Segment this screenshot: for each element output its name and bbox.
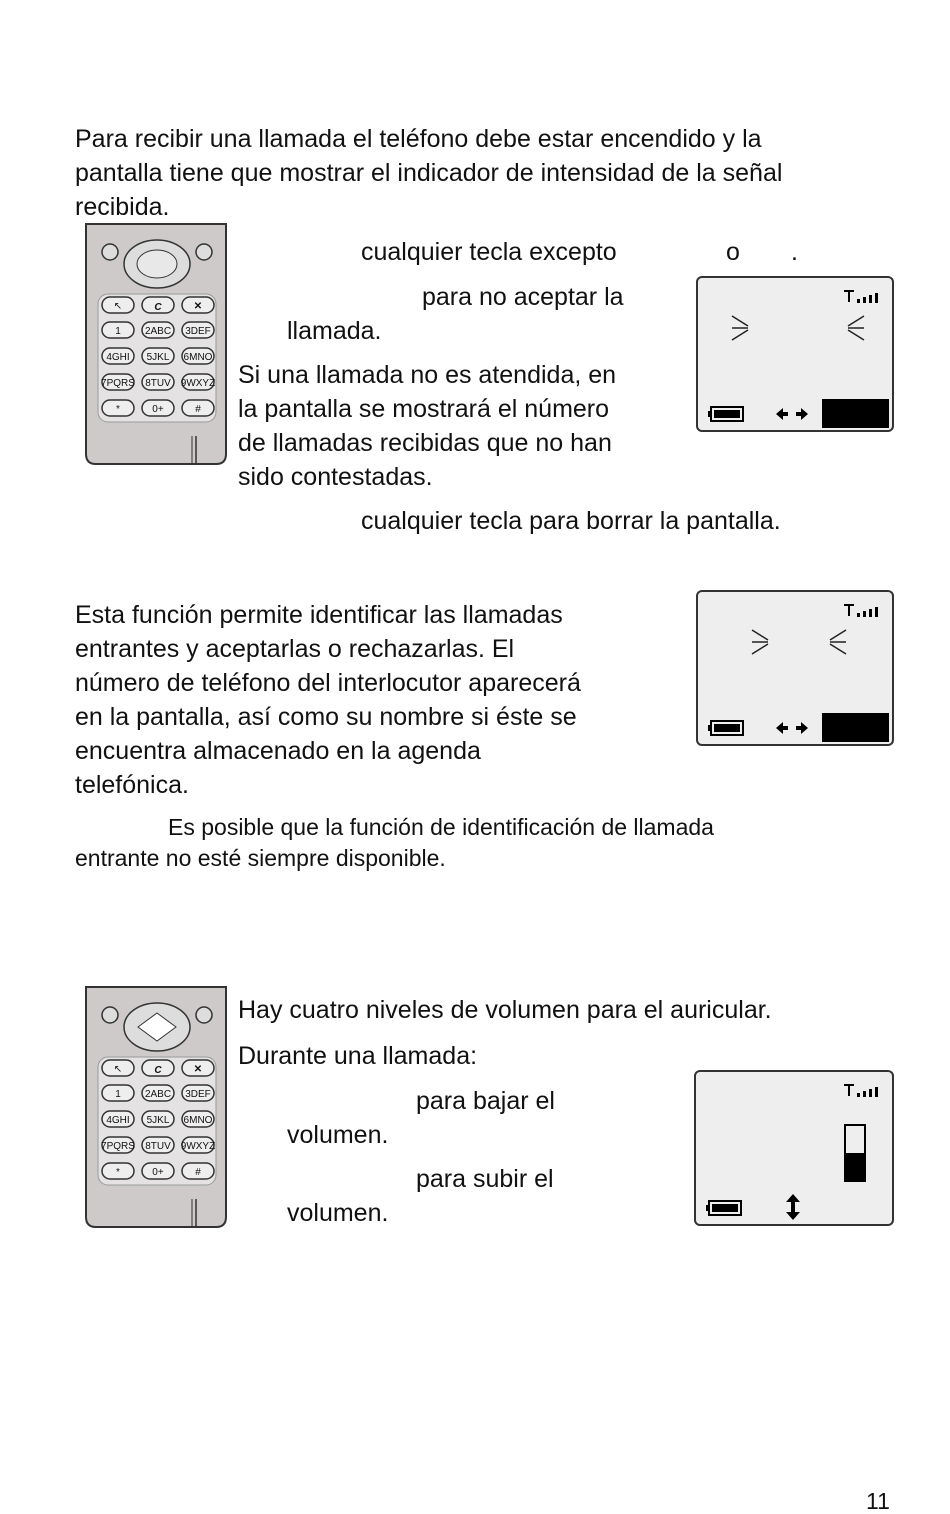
lcd-volume <box>694 1070 894 1226</box>
svg-text:✕: ✕ <box>193 301 203 312</box>
phone-illustration-volume <box>80 985 235 1230</box>
key-1: 1 <box>115 326 121 337</box>
svg-text:C: C <box>154 1065 162 1076</box>
signal-strength-icon <box>842 288 886 306</box>
callerid-line-6: telefónica. <box>75 771 189 799</box>
intro-line-1: Para recibir una llamada el teléfono debe estar encendido y la <box>75 125 762 153</box>
key-7: 7PQRS <box>101 378 135 389</box>
key-3: 3DEF <box>185 326 211 337</box>
volume-down-text: para bajar el <box>416 1087 555 1115</box>
key-6: 6MNO <box>183 1115 213 1126</box>
key-hash: # <box>195 1167 201 1178</box>
softkey-box <box>822 713 889 742</box>
note-line-2: entrante no esté siempre disponible. <box>75 845 446 871</box>
page-number: 11 <box>866 1488 890 1514</box>
missed-line-2: la pantalla se mostrará el número <box>238 395 610 423</box>
missed-line-1: Si una llamada no es atendida, en <box>238 361 617 389</box>
key-5: 5JKL <box>146 1115 170 1126</box>
ring-right-icon <box>844 314 866 344</box>
ring-left-icon <box>730 314 752 344</box>
signal-strength-icon <box>842 602 886 620</box>
volume-down-cont: volumen. <box>287 1121 389 1149</box>
key-star: * <box>116 1167 120 1178</box>
signal-strength-icon <box>842 1082 886 1100</box>
battery-icon <box>708 718 748 738</box>
callerid-line-1: Esta función permite identificar las llamadas <box>75 601 563 629</box>
key-5: 5JKL <box>146 352 170 363</box>
key-2: 2ABC <box>144 326 172 337</box>
key-hash: # <box>195 404 201 415</box>
key-9: 9WXYZ <box>180 1141 216 1152</box>
scroll-arrows-icon <box>774 720 810 736</box>
scroll-arrows-icon <box>774 406 810 422</box>
lcd-caller-id <box>696 590 894 746</box>
callerid-line-3: número de teléfono del interlocutor aparecerá <box>75 669 581 697</box>
volume-line-1: Hay cuatro niveles de volumen para el auricular. <box>238 996 772 1024</box>
key-3: 3DEF <box>185 1089 211 1100</box>
missed-line-4: sido contestadas. <box>238 463 433 491</box>
ring-left-icon <box>750 628 772 658</box>
volume-up-text: para subir el <box>416 1165 554 1193</box>
up-down-arrows-icon <box>784 1192 802 1222</box>
volume-level-fill <box>846 1153 864 1180</box>
battery-icon <box>708 404 748 424</box>
ring-right-icon <box>826 628 848 658</box>
intro-line-3: recibida. <box>75 193 170 221</box>
softkey-box <box>822 399 889 428</box>
svg-text:C: C <box>154 302 162 313</box>
callerid-line-5: encuentra almacenado en la agenda <box>75 737 481 765</box>
note-line-1: Es posible que la función de identificación de llamada <box>168 814 714 840</box>
step3-text: cualquier tecla para borrar la pantalla. <box>361 507 781 535</box>
volume-line-2: Durante una llamada: <box>238 1042 478 1070</box>
key-4: 4GHI <box>106 1115 130 1126</box>
step1-text: cualquier tecla excepto <box>361 238 617 266</box>
callerid-line-4: en la pantalla, así como su nombre si éste se <box>75 703 577 731</box>
svg-text:↖: ↖ <box>113 1064 123 1075</box>
key-6: 6MNO <box>183 352 213 363</box>
key-2: 2ABC <box>144 1089 172 1100</box>
key-7: 7PQRS <box>101 1141 135 1152</box>
phone-illustration <box>80 222 235 467</box>
volume-level-bar <box>844 1124 866 1182</box>
key-9: 9WXYZ <box>180 378 216 389</box>
key-0: 0+ <box>152 404 164 415</box>
svg-text:✕: ✕ <box>193 1064 203 1075</box>
missed-line-3: de llamadas recibidas que no han <box>238 429 612 457</box>
step1-end: . <box>791 238 798 266</box>
key-0: 0+ <box>152 1167 164 1178</box>
send-key-glyph: ↖ <box>113 301 123 312</box>
step2-cont: llamada. <box>287 317 382 345</box>
volume-up-cont: volumen. <box>287 1199 389 1227</box>
callerid-line-2: entrantes y aceptarlas o rechazarlas. El <box>75 635 515 663</box>
lcd-incoming-call <box>696 276 894 432</box>
key-star: * <box>116 404 120 415</box>
step1-or: o <box>726 238 740 266</box>
intro-line-2: pantalla tiene que mostrar el indicador de intensidad de la señal <box>75 159 783 187</box>
key-8: 8TUV <box>145 1141 171 1152</box>
key-8: 8TUV <box>145 378 171 389</box>
step2-text: para no aceptar la <box>422 283 624 311</box>
battery-icon <box>706 1198 746 1218</box>
key-4: 4GHI <box>106 352 130 363</box>
key-1: 1 <box>115 1089 121 1100</box>
